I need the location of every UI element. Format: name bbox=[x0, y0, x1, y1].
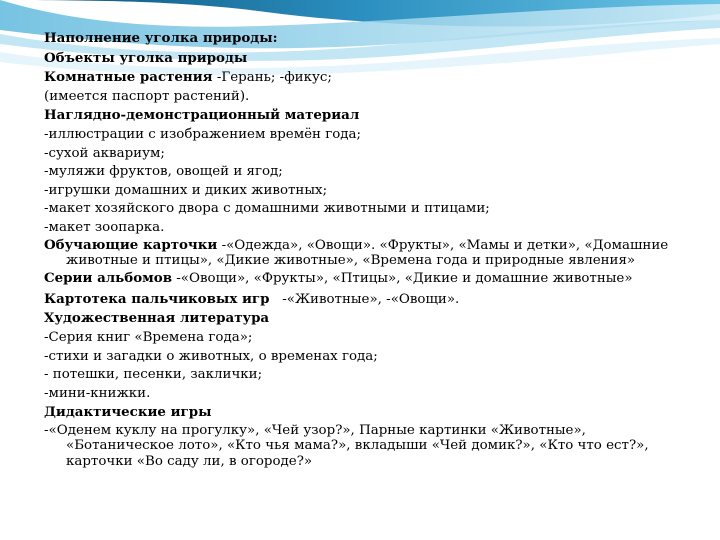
cards-paragraph: Обучающие карточки -«Одежда», «Овощи». «Фрукты», «Мамы и детки», «Домашние животные и птицы», «Дикие животные», «Времена года и природные явления» bbox=[44, 236, 669, 268]
list-item: -Серия книг «Времена года»; bbox=[44, 329, 253, 345]
objects-heading: Объекты уголка природы bbox=[44, 49, 248, 66]
list-item: -макет зоопарка. bbox=[44, 219, 165, 235]
list-item: -стихи и загадки о животных, о временах года; bbox=[44, 348, 378, 364]
list-item: -сухой аквариум; bbox=[44, 145, 165, 161]
didactic-games-paragraph: -«Оденем куклу на прогулку», «Чей узор?», Парные картинки «Животные», «Ботаническое лото», «Кто чья мама?», вкладыши «Чей домик?», «Кто что ест?», карточки «Во саду ли, в огороде?» bbox=[44, 422, 649, 469]
list-item: -муляжи фруктов, овощей и ягод; bbox=[44, 164, 283, 180]
albums-paragraph: Серии альбомов -«Овощи», «Фрукты», «Птицы», «Дикие и домашние животные» bbox=[44, 270, 633, 287]
literature-heading: Художественная литература bbox=[44, 310, 270, 327]
list-item: - потешки, песенки, заклички; bbox=[44, 367, 263, 383]
plants-note: (имеется паспорт растений). bbox=[44, 88, 250, 104]
list-item: -мини-книжки. bbox=[44, 385, 151, 401]
list-item: -макет хозяйского двора с домашними животными и птицами; bbox=[44, 201, 490, 217]
slide-content bbox=[44, 29, 684, 469]
slide-title: Наполнение уголка природы: bbox=[44, 30, 278, 46]
visual-material-heading: Наглядно-демонстрационный материал bbox=[44, 107, 360, 124]
plants-line: Комнатные растения -Герань; -фикус; bbox=[44, 69, 332, 86]
list-item: -иллюстрации с изображением времён года; bbox=[44, 126, 362, 142]
list-item: -игрушки домашних и диких животных; bbox=[44, 182, 328, 198]
finger-games-line: Картотека пальчиковых игр -«Животные», -«Овощи». bbox=[44, 290, 460, 307]
didactic-games-heading: Дидактические игры bbox=[44, 404, 212, 421]
